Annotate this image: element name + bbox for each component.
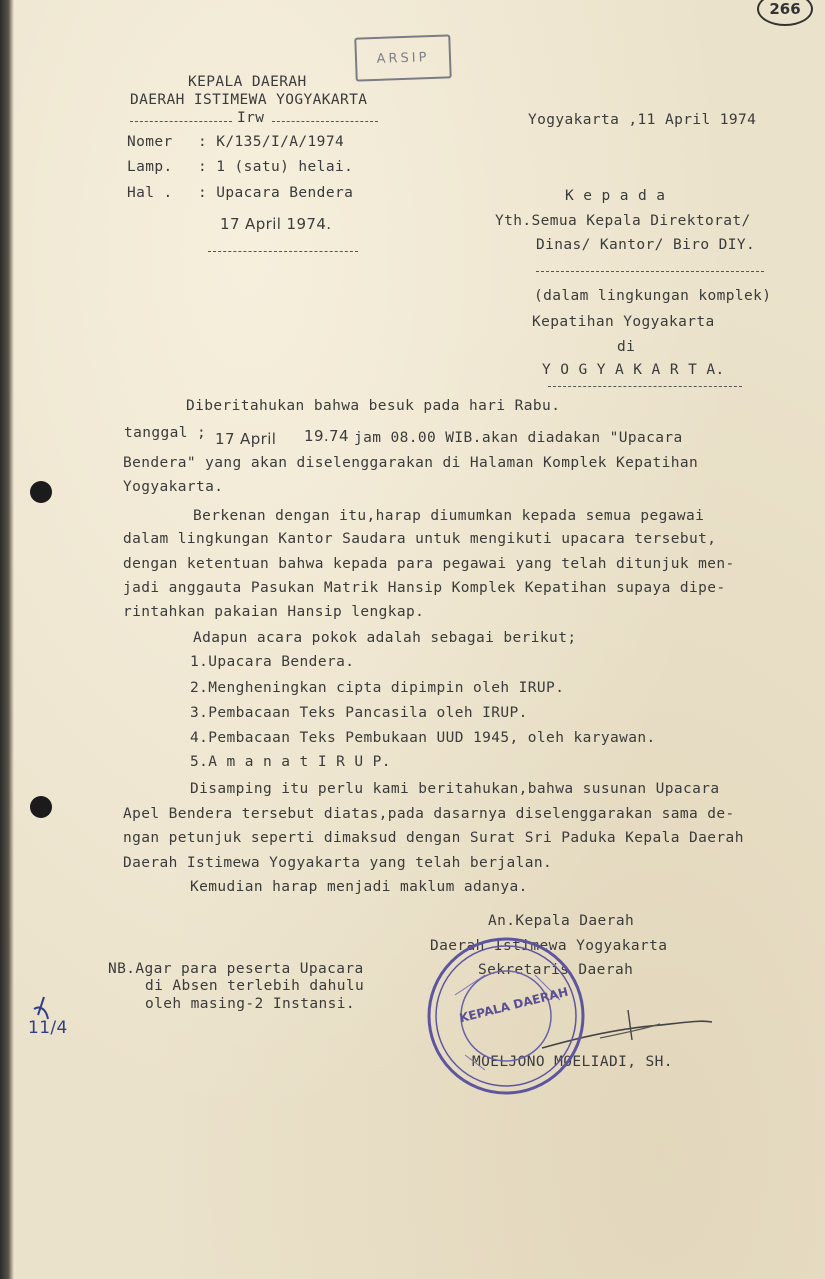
- place-date: Yogyakarta ,11 April 1974: [528, 112, 757, 128]
- body-p1-year: 19.74: [304, 427, 349, 445]
- kepada-label: K e p a d a: [565, 188, 666, 204]
- agenda-item-5: 5.A m a n a t I R U P.: [190, 754, 391, 770]
- letterhead-code: Irw: [237, 110, 265, 126]
- recipient-line4: Kepatihan Yogyakarta: [532, 314, 715, 330]
- body-p1-line4: Yogyakarta.: [123, 479, 224, 495]
- agenda-item-1: 1.Upacara Bendera.: [190, 654, 355, 670]
- hal-date: 17 April 1974.: [220, 215, 332, 233]
- recipient-line2: Dinas/ Kantor/ Biro DIY.: [536, 237, 756, 253]
- scan-edge-shadow: [0, 0, 14, 1279]
- nb-line2: di Absen terlebih dahulu: [145, 978, 365, 994]
- signature-line2: Daerah Istimewa Yogyakarta: [430, 938, 668, 954]
- letterhead-rule-left: [130, 121, 232, 122]
- lamp-label: Lamp.: [127, 159, 173, 175]
- punch-hole-lower: [30, 796, 52, 818]
- signature-line1: An.Kepala Daerah: [488, 913, 635, 929]
- recipient-line1: Yth.Semua Kepala Direktorat/: [495, 213, 751, 229]
- body-p5-line1: Kemudian harap menjadi maklum adanya.: [190, 879, 528, 895]
- body-p4-line1: Disamping itu perlu kami beritahukan,bahwa susunan Upacara: [190, 781, 720, 797]
- body-p4-line3: ngan petunjuk seperti dimaksud dengan Surat Sri Paduka Kepala Daerah: [123, 830, 744, 846]
- body-p2-line5: rintahkan pakaian Hansip lengkap.: [123, 604, 425, 620]
- agenda-item-3: 3.Pembacaan Teks Pancasila oleh IRUP.: [190, 705, 528, 721]
- body-p2-line1: Berkenan dengan itu,harap diumumkan kepada semua pegawai: [193, 508, 705, 524]
- letterhead-title: KEPALA DAERAH: [188, 74, 307, 90]
- official-seal: [425, 935, 587, 1097]
- seal-label: KEPALA DAERAH: [457, 984, 570, 1026]
- agenda-item-4: 4.Pembacaan Teks Pembukaan UUD 1945, oleh karyawan.: [190, 730, 656, 746]
- body-p1-line3: Bendera" yang akan diselenggarakan di Halaman Komplek Kepatihan: [123, 455, 699, 471]
- lamp-value: : 1 (satu) helai.: [198, 159, 354, 175]
- body-p1-line2b: jam 08.00 WIB.akan diadakan "Upacara: [354, 430, 683, 446]
- nomor-label: Nomer: [127, 134, 173, 150]
- body-p1-line2a: tanggal ;: [124, 425, 207, 441]
- letterhead-rule-right: [272, 121, 378, 122]
- body-p3-line1: Adapun acara pokok adalah sebagai berikut;: [193, 630, 577, 646]
- body-p2-line4: jadi anggauta Pasukan Matrik Hansip Komplek Kepatihan supaya dipe-: [123, 580, 726, 596]
- signature-line3: Sekretaris Daerah: [478, 962, 634, 978]
- hal-label: Hal .: [127, 185, 173, 201]
- letterhead-subtitle: DAERAH ISTIMEWA YOGYAKARTA: [130, 92, 368, 108]
- recipient-line6: Y O G Y A K A R T A.: [542, 362, 725, 378]
- body-p1-date: 17 April: [215, 430, 277, 448]
- signature-name: MOELJONO MOELIADI, SH.: [472, 1054, 673, 1070]
- body-p4-line2: Apel Bendera tersebut diatas,pada dasarnya diselenggarakan sama de-: [123, 806, 735, 822]
- margin-note: 11/4: [28, 1018, 68, 1038]
- nb-line1: NB.Agar para peserta Upacara: [108, 961, 364, 977]
- meta-rule: [208, 251, 358, 252]
- recipient-line3: (dalam lingkungan komplek): [534, 288, 772, 304]
- punch-hole-upper: [30, 481, 52, 503]
- agenda-item-2: 2.Mengheningkan cipta dipimpin oleh IRUP.: [190, 680, 565, 696]
- hal-value: : Upacara Bendera: [198, 185, 354, 201]
- recipient-rule: [536, 271, 764, 272]
- page-number-circle: 266: [757, 0, 813, 26]
- body-p1-line1: Diberitahukan bahwa besuk pada hari Rabu.: [186, 398, 561, 414]
- body-p2-line2: dalam lingkungan Kantor Saudara untuk mengikuti upacara tersebut,: [123, 531, 717, 547]
- nb-line3: oleh masing-2 Instansi.: [145, 996, 355, 1012]
- body-p2-line3: dengan ketentuan bahwa kepada para pegawai yang telah ditunjuk men-: [123, 556, 735, 572]
- recipient-line5: di: [617, 339, 636, 355]
- body-p4-line4: Daerah Istimewa Yogyakarta yang telah berjalan.: [123, 855, 553, 871]
- arsip-stamp: ARSIP: [354, 34, 451, 81]
- nomor-value: : K/135/I/A/1974: [198, 134, 345, 150]
- recipient-city-rule: [548, 386, 742, 387]
